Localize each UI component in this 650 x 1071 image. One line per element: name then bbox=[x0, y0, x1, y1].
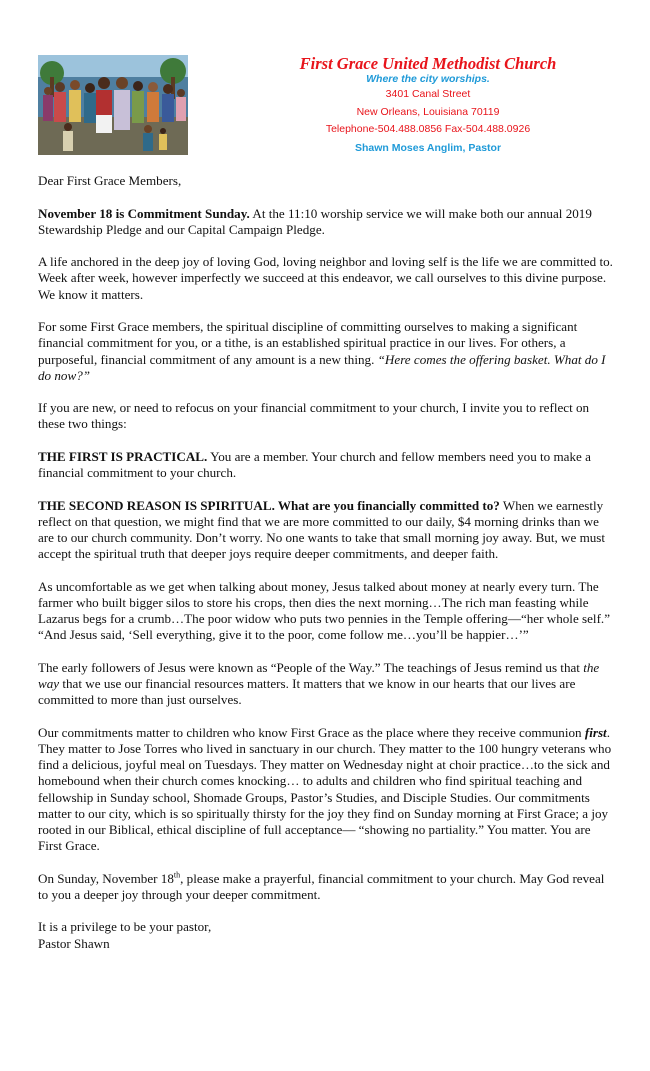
letterhead bbox=[38, 55, 613, 155]
people-of-the-way-text-a: The early followers of Jesus were known as “People of the Way.” The teachings of Jesus remind us that bbox=[38, 659, 584, 675]
paragraph-life-anchored: A life anchored in the deep joy of loving God, loving neighbor and loving self is the life we are committed to. Week after week, however imperfectly we succeed at this endeavor, we call ourselves to this divine purpose. We know it matters. bbox=[38, 254, 613, 302]
commitments-matter-text-a: Our commitments matter to children who know First Grace as the place where they receive communion bbox=[38, 724, 585, 740]
people-of-the-way-text-b: that we use our financial resources matters. It matters that we know in our hearts that our lives are committed to more than just ourselves. bbox=[38, 676, 576, 708]
letter-body bbox=[38, 173, 613, 952]
the-way-emphasis: the way bbox=[38, 659, 600, 692]
prayerful-text-a: On Sunday, November 18 bbox=[38, 870, 174, 886]
salutation: Dear First Grace Members, bbox=[38, 173, 182, 188]
offering-basket-quote: “Here comes the offering basket. What do I do now?” bbox=[38, 351, 606, 383]
paragraph-spiritual-discipline bbox=[38, 319, 613, 384]
ordinal-suffix: th bbox=[173, 870, 181, 880]
signature: Pastor Shawn bbox=[38, 935, 110, 951]
first-practical-heading: THE FIRST IS PRACTICAL. bbox=[38, 448, 208, 464]
commitments-matter-text-b: . They matter to Jose Torres who lived in sanctuary in our church. They matter to the 100 hungry veterans who find a delicious, joyful meal on Tuesdays. They matter on Wednesday night at choir practice…to the sick and homebound when their church comes knocking… to adults and children who find spiritual teaching and fellowship in Sunday school, Shomade Groups, Pastor’s Studies, and Disciple Studies. Our commitments matter to our city, which is so spiritually thirsty for the joy they find on Sunday morning at First Grace; a joy rooted in our Biblical, ethical discipline of full acceptance— “showing no partiality.” You matter. You are First Grace. bbox=[38, 724, 612, 854]
church-tagline: Where the city worships. bbox=[366, 73, 490, 85]
paragraph-commitment-sunday bbox=[38, 206, 613, 238]
pastor-name: Shawn Moses Anglim, Pastor bbox=[354, 141, 502, 154]
paragraph-first-practical bbox=[38, 449, 613, 481]
second-spiritual-text: When we earnestly reflect on that question, we might find that we are more committed to our daily, $4 morning drinks than we are to our church community. Don’t worry. No one wants to take that small morning joy away. But, we must accept the spiritual truth that deeper joys require deeper commitments, and deeper faith. bbox=[38, 497, 606, 562]
street-address: 3401 Canal Street bbox=[385, 88, 471, 100]
second-spiritual-heading: THE SECOND REASON IS SPIRITUAL. What are you financially committed to? bbox=[38, 497, 500, 513]
commitment-sunday-heading: November 18 is Commitment Sunday. bbox=[38, 205, 250, 221]
paragraph-jesus-money: As uncomfortable as we get when talking about money, Jesus talked about money at nearly every turn. The farmer who built bigger silos to store his crops, then dies the next morning…The rich man feasting while Lazarus begs for a crumb…The poor widow who puts two pennies in the Temple offering—“her whole self.” “And Jesus said, ‘Sell everything, give it to the poor, come follow me…you’ll be happier…’” bbox=[38, 578, 611, 643]
prayerful-text-b: , please make a prayerful, financial commitment to your church. May God reveal to you a deeper joy through your deeper commitment. bbox=[38, 870, 605, 902]
phone-fax: Telephone-504.488.0856 Fax-504.488.0926 bbox=[325, 123, 531, 135]
first-emphasis: first bbox=[584, 724, 607, 740]
commitment-sunday-text: At the 11:10 worship service we will make both our annual 2019 Stewardship Pledge and our Capital Campaign Pledge. bbox=[38, 205, 592, 237]
paragraph-invite-reflect: If you are new, or need to refocus on your financial commitment to your church, I invite you to reflect on these two things: bbox=[38, 400, 590, 432]
church-name: First Grace United Methodist Church bbox=[299, 54, 557, 73]
letterhead-text bbox=[238, 55, 618, 158]
paragraph-commitments-matter bbox=[38, 725, 613, 855]
spiritual-discipline-text: For some First Grace members, the spiritual discipline of committing ourselves to making a significant financial commitment for you, or a tithe, is an established spiritual practice in our lives. For others, a purposeful, financial commitment of any amount is a new thing. bbox=[38, 319, 578, 367]
city-state-zip: New Orleans, Louisiana 70119 bbox=[356, 105, 500, 118]
closing-line: It is a privilege to be your pastor, bbox=[38, 919, 212, 935]
paragraph-prayerful-commitment bbox=[38, 871, 613, 903]
paragraph-second-spiritual bbox=[38, 498, 613, 563]
congregation-painting-logo bbox=[38, 55, 188, 155]
paragraph-people-of-the-way bbox=[38, 660, 613, 709]
first-practical-text: You are a member. Your church and fellow members need you to make a financial commitment to your church. bbox=[38, 448, 591, 481]
